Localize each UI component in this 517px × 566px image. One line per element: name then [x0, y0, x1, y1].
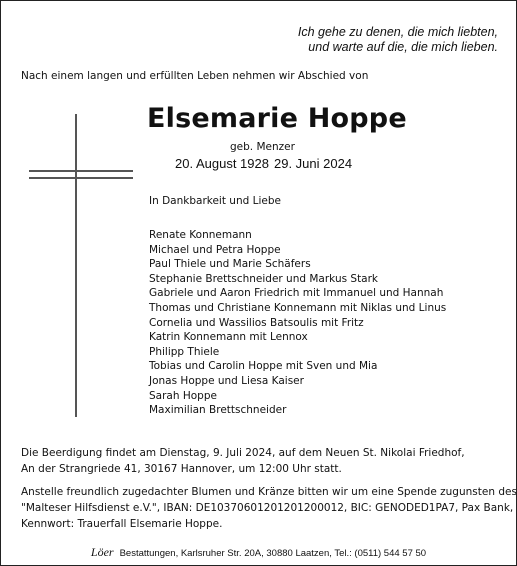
birth-name: geb. Menzer	[230, 141, 295, 153]
list-item: Renate Konnemann	[149, 229, 252, 241]
mourners-list	[149, 228, 446, 418]
list-item: Tobias und Carolin Hoppe mit Sven und Mia	[149, 360, 378, 373]
list-item: Paul Thiele und Marie Schäfers	[149, 258, 311, 271]
list-item: Thomas und Christiane Konnemann mit Niklas und Linus	[149, 301, 447, 314]
list-item: Maximilian Brettschneider	[149, 404, 287, 417]
thanks-line: In Dankbarkeit und Liebe	[149, 195, 281, 207]
donation-line-3: Kennwort: Trauerfall Elsemarie Hoppe.	[21, 518, 223, 530]
cross-horizontal-bar-lower	[29, 177, 133, 179]
funeral-home-footer	[1, 545, 516, 560]
birth-date: 20. August 1928	[175, 156, 269, 171]
list-item: Katrin Konnemann mit Lennox	[149, 331, 308, 344]
intro-text: Nach einem langen und erfüllten Leben nehmen wir Abschied von	[21, 70, 369, 82]
donation-info	[21, 484, 517, 532]
epitaph-quote	[298, 25, 498, 55]
deceased-name: Elsemarie Hoppe	[147, 103, 407, 134]
cross-vertical-bar	[75, 114, 77, 417]
list-item: Stephanie Brettschneider und Markus Stark	[149, 272, 379, 285]
quote-line-2: und warte auf die, die mich lieben.	[308, 40, 498, 54]
funeral-info	[21, 445, 465, 477]
donation-line-2: "Malteser Hilfsdienst e.V.", IBAN: DE10370601201201200012, BIC: GENODED1PA7, Pax Bank,	[21, 502, 514, 514]
life-dates	[175, 156, 352, 171]
list-item: Gabriele und Aaron Friedrich mit Immanuel und Hannah	[149, 287, 444, 300]
list-item: Philipp Thiele	[149, 345, 220, 358]
funeral-home-address: Bestattungen, Karlsruher Str. 20A, 30880 Laatzen, Tel.: (0511) 544 57 50	[119, 548, 427, 559]
funeral-line-1: Die Beerdigung findet am Dienstag, 9. Juli 2024, auf dem Neuen St. Nikolai Friedhof,	[21, 447, 465, 459]
quote-line-1: Ich gehe zu denen, die mich liebten,	[297, 25, 498, 39]
list-item: Michael und Petra Hoppe	[149, 243, 281, 256]
list-item: Sarah Hoppe	[149, 389, 217, 402]
donation-line-1: Anstelle freundlich zugedachter Blumen und Kränze bitten wir um eine Spende zugunsten des	[21, 486, 517, 498]
list-item: Cornelia und Wassilios Batsoulis mit Fritz	[149, 316, 364, 329]
list-item: Jonas Hoppe und Liesa Kaiser	[149, 374, 304, 387]
death-date: 29. Juni 2024	[273, 156, 353, 171]
cross-horizontal-bar-upper	[29, 170, 133, 172]
funeral-home-logo: Löer	[90, 545, 114, 559]
funeral-line-2: An der Strangriede 41, 30167 Hannover, um 12:00 Uhr statt.	[21, 463, 342, 475]
